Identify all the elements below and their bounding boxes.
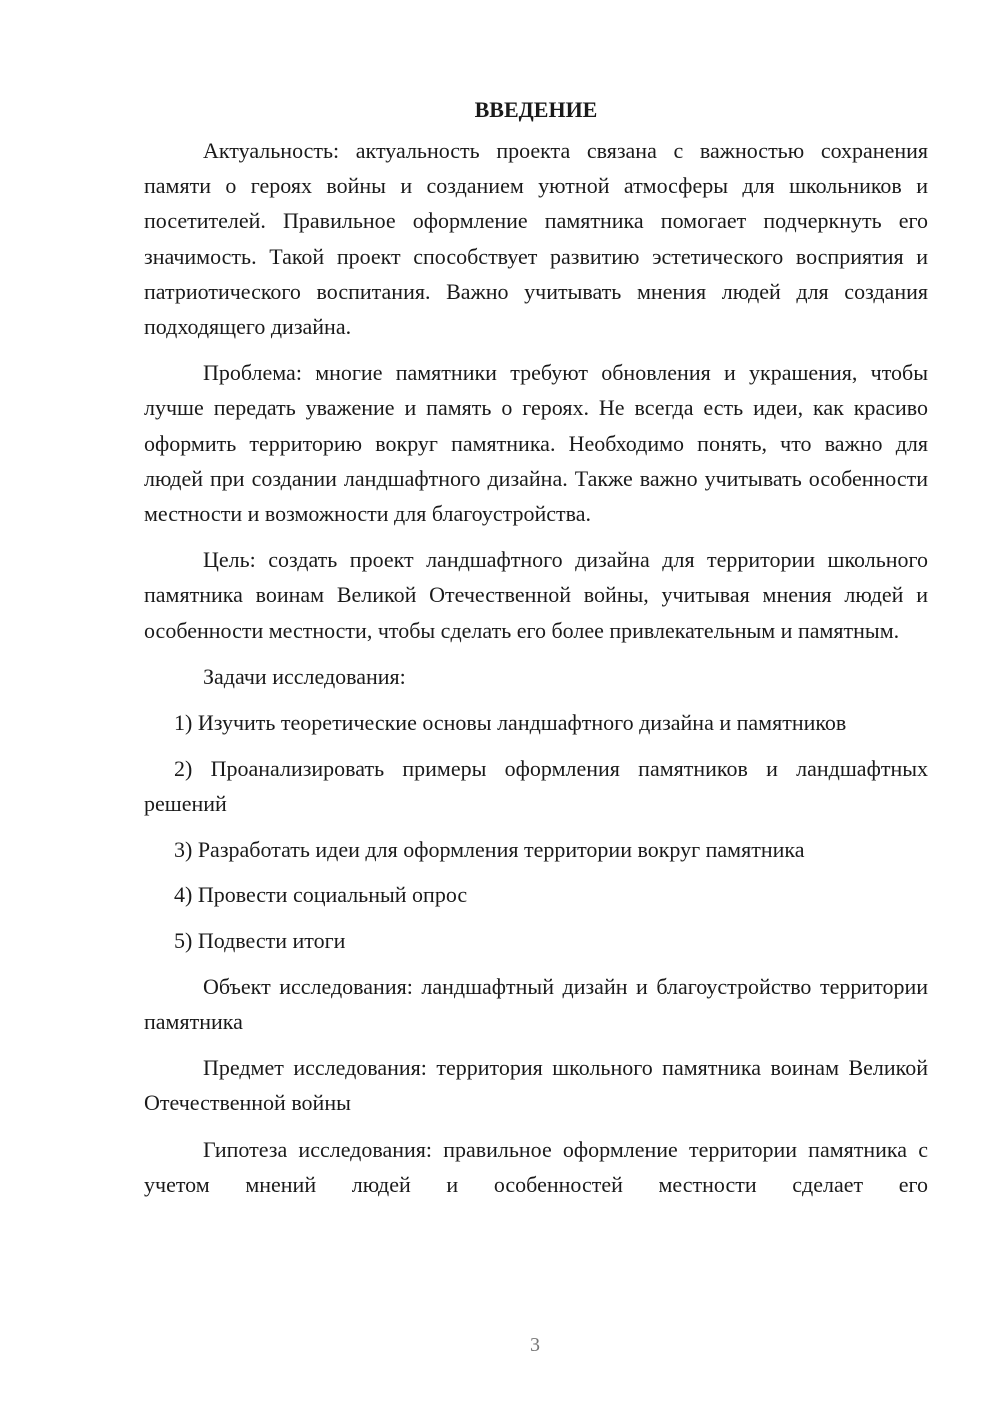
section-title: ВВЕДЕНИЕ [474,97,598,122]
paragraph-problem: Проблема: многие памятники требуют обновления и украшения, чтобы лучше передать уважение и память о героях. Не всегда есть идеи, как красиво оформить территорию вокруг памятника. Необходимо понять, что важно для людей при создании ландшафтного дизайна. Также важно учитывать особенности местности и возможности для благоустройства. [144,360,928,527]
task-item-5: 5) Подвести итоги [174,928,346,954]
task-item-2: 2) Проанализировать примеры оформления памятников и ландшафтных решений [144,755,928,816]
task-item-3: 3) Разработать идеи для оформления территории вокруг памятника [174,836,805,862]
page-number: 3 [530,1334,540,1356]
document-page [144,92,928,1213]
paragraph-hypothesis: Гипотеза исследования: правильное оформление территории памятника с учетом мнений людей и особенностей местности сделает его [144,1136,928,1197]
paragraph-relevance: Актуальность: актуальность проекта связана с важностью сохранения памяти о героях войны и созданием уютной атмосферы для школьников и посетителей. Правильное оформление памятника помогает подчеркнуть его значимость. Такой проект способствует развитию эстетического восприятия и патриотического воспитания. Важно учитывать мнения людей для создания подходящего дизайна. [144,138,928,340]
paragraph-object: Объект исследования: ландшафтный дизайн и благоустройство территории памятника [144,973,928,1034]
paragraph-tasks-heading: Задачи исследования: [203,663,406,689]
task-item-4: 4) Провести социальный опрос [174,882,468,908]
paragraph-goal: Цель: создать проект ландшафтного дизайна для территории школьного памятника воинам Великой Отечественной войны, учитывая мнения людей и особенности местности, чтобы сделать его более привлекательным и памятным. [144,547,928,643]
paragraph-subject: Предмет исследования: территория школьного памятника воинам Великой Отечественной войны [144,1055,928,1116]
task-item-1: 1) Изучить теоретические основы ландшафтного дизайна и памятников [174,710,847,736]
